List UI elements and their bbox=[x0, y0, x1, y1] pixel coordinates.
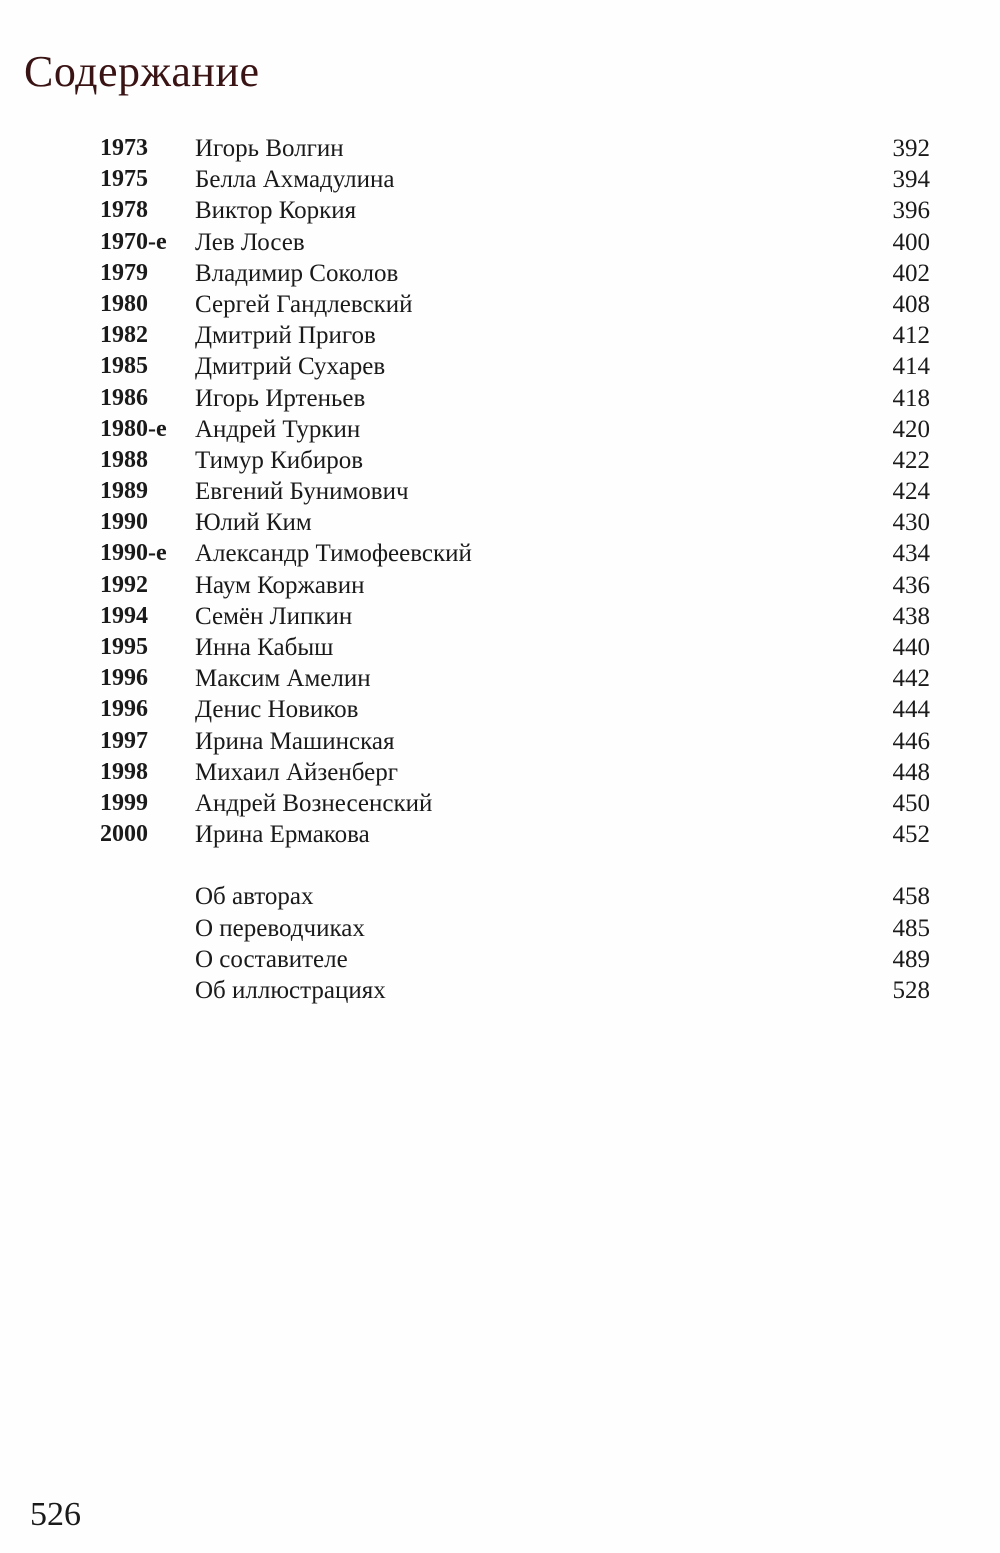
toc-entry-year: 1979 bbox=[100, 259, 148, 286]
toc-entry-year: 1995 bbox=[100, 634, 148, 660]
toc-entry bbox=[100, 476, 932, 507]
toc-entry-page: 402 bbox=[892, 259, 930, 287]
toc-entry bbox=[100, 538, 932, 569]
toc-entry-page: 394 bbox=[892, 166, 930, 194]
page-number: 526 bbox=[30, 1496, 81, 1533]
toc-entry-title: Михаил Айзенберг bbox=[195, 758, 399, 786]
toc-entry-title: Сергей Гандлевский bbox=[195, 290, 413, 318]
toc-entry-page: 485 bbox=[892, 914, 930, 942]
toc-entry bbox=[100, 726, 932, 757]
toc-entry-year: 1975 bbox=[100, 166, 148, 193]
toc-entry-page: 420 bbox=[892, 415, 930, 443]
toc-entry-page: 434 bbox=[892, 540, 930, 568]
toc-entry-year: 1988 bbox=[100, 446, 148, 473]
toc-entry-page: 414 bbox=[892, 353, 930, 381]
toc-entry-title: О переводчиках bbox=[195, 914, 365, 942]
toc-entry-year: 1989 bbox=[100, 478, 148, 505]
toc-entry-title: Евгений Бунимович bbox=[195, 478, 409, 506]
toc-entry-title: Виктор Коркия bbox=[195, 197, 357, 225]
toc-entry bbox=[100, 320, 932, 351]
toc-entry-year: 1999 bbox=[100, 789, 148, 816]
toc-entry-page: 422 bbox=[892, 446, 930, 474]
toc-entry bbox=[100, 383, 932, 414]
toc-entry-page: 396 bbox=[892, 197, 930, 225]
toc-entry-title: Наум Коржавин bbox=[195, 571, 365, 599]
toc-entry-title: Андрей Туркин bbox=[195, 415, 361, 443]
toc-entry-title: Об иллюстрациях bbox=[195, 976, 386, 1004]
toc-entry-page: 418 bbox=[892, 384, 930, 412]
toc-entry bbox=[100, 632, 932, 663]
toc-entry bbox=[100, 289, 932, 320]
toc-appendix-entry bbox=[100, 881, 932, 912]
toc-entry-page: 436 bbox=[892, 571, 930, 599]
toc-entry-year: 1996 bbox=[100, 665, 148, 692]
toc-entry-year: 1985 bbox=[100, 353, 148, 380]
toc-entry-title: Дмитрий Пригов bbox=[195, 322, 376, 350]
toc-entry-page: 442 bbox=[892, 665, 930, 693]
toc-entry-title: Андрей Вознесенский bbox=[195, 789, 433, 817]
toc-entry-year: 1997 bbox=[100, 727, 148, 754]
toc-entry-page: 412 bbox=[892, 322, 930, 350]
toc-entry-title: Владимир Соколов bbox=[195, 259, 399, 287]
page-title: Содержание bbox=[24, 47, 260, 96]
toc-entry-page: 438 bbox=[892, 602, 930, 630]
toc-entry-page: 400 bbox=[892, 228, 930, 256]
toc-entry-page: 448 bbox=[892, 758, 930, 786]
toc-entry-year: 2000 bbox=[100, 821, 148, 848]
toc-entry-year: 1990-е bbox=[100, 540, 167, 567]
toc-entry-title: Денис Новиков bbox=[195, 696, 359, 724]
toc-entry-year: 1990 bbox=[100, 509, 148, 536]
toc-entry-year: 1994 bbox=[100, 602, 148, 629]
toc-entry-title: О составителе bbox=[195, 945, 348, 973]
toc-entry bbox=[100, 445, 932, 476]
toc-entry bbox=[100, 414, 932, 445]
toc-entry-year: 1980-е bbox=[100, 415, 167, 442]
toc-entry-year: 1992 bbox=[100, 571, 148, 598]
toc-entry-page: 450 bbox=[892, 789, 930, 817]
toc-entry-title: Дмитрий Сухарев bbox=[195, 353, 386, 381]
table-of-contents bbox=[100, 133, 932, 1006]
toc-entry-page: 458 bbox=[892, 883, 930, 911]
toc-entry bbox=[100, 788, 932, 819]
toc-entry-page: 489 bbox=[892, 945, 930, 973]
section-spacer bbox=[100, 850, 932, 881]
toc-entry-page: 430 bbox=[892, 509, 930, 537]
toc-entry-page: 446 bbox=[892, 727, 930, 755]
toc-entry-page: 408 bbox=[892, 290, 930, 318]
toc-appendix-entry bbox=[100, 975, 932, 1006]
toc-entry-title: Белла Ахмадулина bbox=[195, 166, 395, 194]
toc-entry-title: Юлий Ким bbox=[195, 509, 312, 537]
toc-entry-page: 392 bbox=[892, 135, 930, 162]
toc-entry-title: Семён Липкин bbox=[195, 602, 353, 630]
toc-appendix-entry bbox=[100, 944, 932, 975]
toc-entry-year: 1978 bbox=[100, 197, 148, 224]
toc-entry bbox=[100, 258, 932, 289]
toc-entry-title: Ирина Ермакова bbox=[195, 821, 370, 849]
toc-entry-year: 1970-е bbox=[100, 228, 167, 255]
toc-entry-title: Игорь Иртеньев bbox=[195, 384, 366, 412]
toc-entry bbox=[100, 570, 932, 601]
toc-entry-year: 1980 bbox=[100, 290, 148, 317]
toc-entry-title: Инна Кабыш bbox=[195, 634, 334, 661]
toc-entry-page: 528 bbox=[892, 976, 930, 1004]
toc-entry bbox=[100, 601, 932, 632]
toc-entry-title: Лев Лосев bbox=[195, 228, 305, 256]
toc-entry-title: Игорь Волгин bbox=[195, 135, 344, 162]
toc-entry-page: 452 bbox=[892, 821, 930, 849]
toc-entry-year: 1998 bbox=[100, 758, 148, 785]
toc-entry bbox=[100, 757, 932, 788]
toc-entry-year: 1973 bbox=[100, 135, 148, 161]
toc-entry bbox=[100, 663, 932, 694]
toc-entry-year: 1986 bbox=[100, 384, 148, 411]
toc-entry bbox=[100, 164, 932, 195]
toc-entry bbox=[100, 694, 932, 725]
toc-entry bbox=[100, 227, 932, 258]
toc-entry-title: Александр Тимофеевский bbox=[195, 540, 472, 568]
toc-appendix-entry bbox=[100, 913, 932, 944]
toc-entry-year: 1982 bbox=[100, 322, 148, 349]
toc-entry-title: Об авторах bbox=[195, 883, 314, 911]
toc-entry-page: 440 bbox=[892, 634, 930, 661]
toc-entry-page: 424 bbox=[892, 478, 930, 506]
toc-entry bbox=[100, 819, 932, 850]
toc-entry bbox=[100, 351, 932, 382]
toc-entry-page: 444 bbox=[892, 696, 930, 724]
toc-entry bbox=[100, 195, 932, 226]
toc-entry-year: 1996 bbox=[100, 696, 148, 723]
toc-entry bbox=[100, 133, 932, 164]
toc-entry-title: Максим Амелин bbox=[195, 665, 371, 693]
toc-entry bbox=[100, 507, 932, 538]
toc-entry-title: Ирина Машинская bbox=[195, 727, 395, 755]
toc-entry-title: Тимур Кибиров bbox=[195, 446, 364, 474]
